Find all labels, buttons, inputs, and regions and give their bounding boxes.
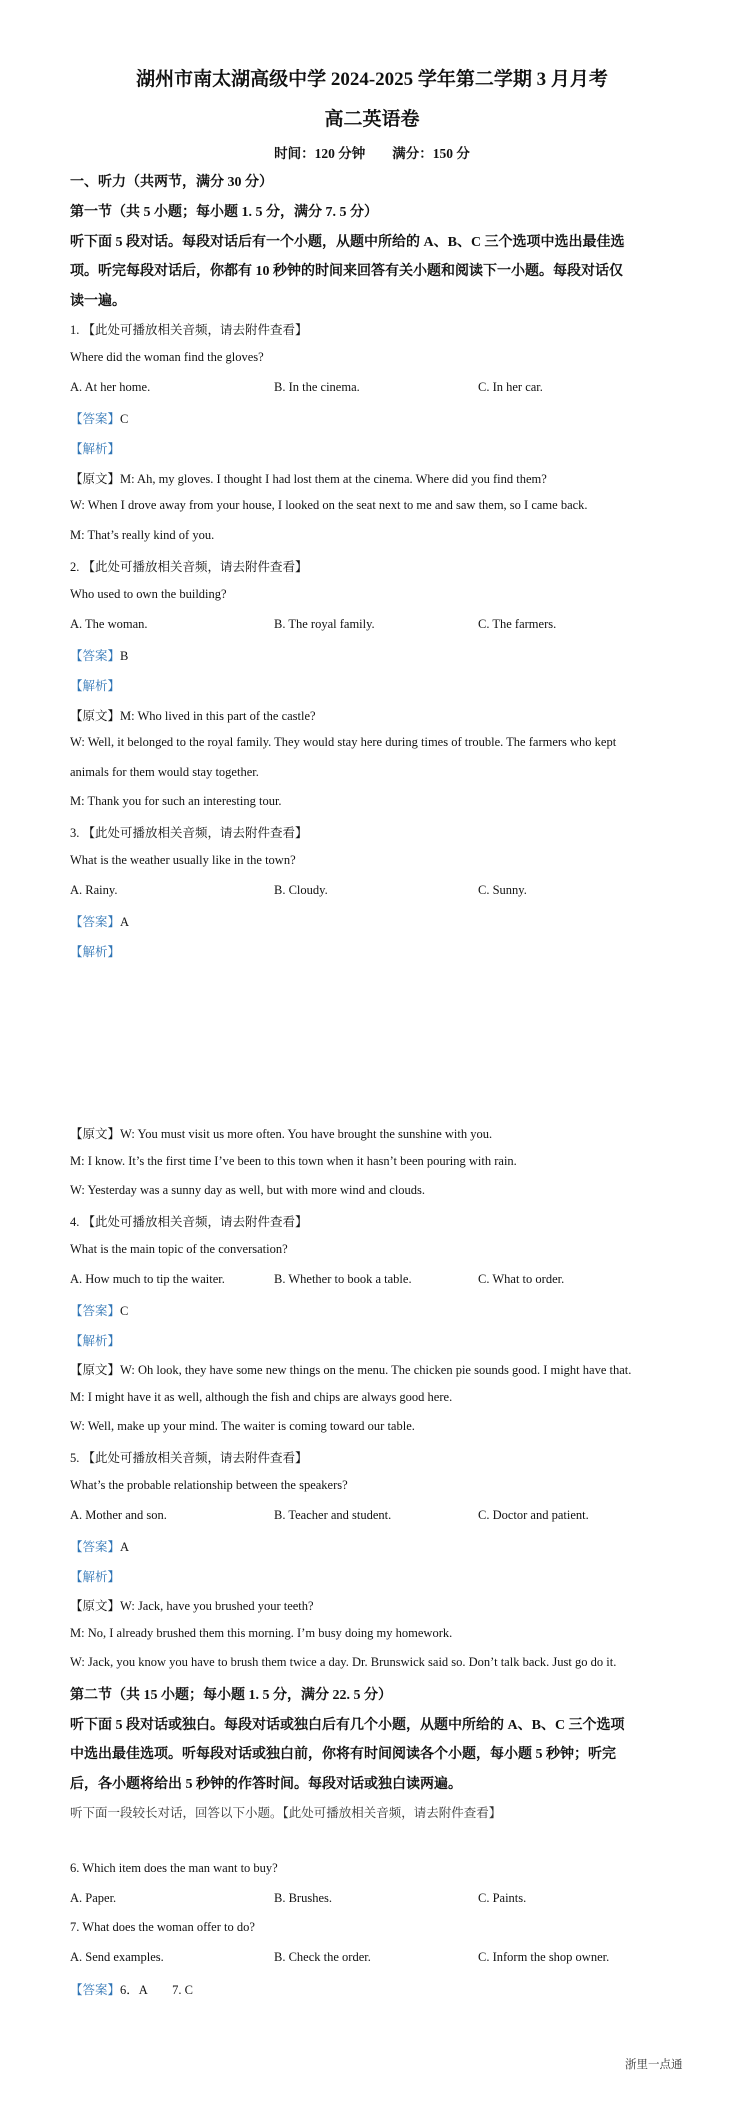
question-3-option-b: B. Cloudy. — [274, 883, 328, 897]
footer-watermark: 浙里一点通 — [625, 2059, 683, 2071]
question-1-transcript-line: W: When I drove away from your house, I looked on the seat next to me and saw them, so I came back. — [70, 498, 588, 512]
section2-instruction-line: 听下面 5 段对话或独白。每段对话或独白后有几个小题，从题中所给的 A、B、C 三个选项 — [70, 1718, 625, 1733]
question-2-transcript-line: M: Thank you for such an interesting tour. — [70, 794, 282, 808]
page-subtitle: 高二英语卷 — [324, 109, 420, 130]
transcript-label: 【原文】 — [70, 1599, 121, 1613]
question-1-audio[interactable]: 1. 【此处可播放相关音频，请去附件查看】 — [70, 323, 308, 337]
transcript-label: 【原文】 — [70, 1363, 121, 1377]
question-4-transcript-line: 【原文】W: Oh look, they have some new things on the menu. The chicken pie sounds good. I might have that. — [70, 1363, 632, 1377]
question-4-transcript-line: M: I might have it as well, although the fish and chips are always good here. — [70, 1390, 453, 1404]
question-1-option-c: C. In her car. — [478, 380, 543, 394]
question-6-option-c: C. Paints. — [478, 1891, 527, 1905]
question-3-transcript-line: M: I know. It’s the first time I’ve been to this town when it hasn’t been pouring with rain. — [70, 1154, 517, 1168]
question-7-option-c: C. Inform the shop owner. — [478, 1950, 610, 1964]
answer-value: B — [120, 649, 129, 663]
question-3-option-c: C. Sunny. — [478, 883, 527, 897]
question-3-answer — [70, 912, 129, 930]
question-4-audio[interactable]: 4. 【此处可播放相关音频，请去附件查看】 — [70, 1215, 308, 1229]
question-3-option-a: A. Rainy. — [70, 883, 118, 897]
question-1-answer — [70, 409, 128, 427]
question-5-option-a: A. Mother and son. — [70, 1508, 167, 1522]
question-3-audio[interactable]: 3. 【此处可播放相关音频，请去附件查看】 — [70, 826, 308, 840]
question-2-answer — [70, 646, 128, 664]
section1-instruction-line: 听下面 5 段对话。每段对话后有一个小题，从题中所给的 A、B、C 三个选项中选出最佳选 — [70, 235, 625, 250]
question-3-text: What is the weather usually like in the town? — [70, 853, 296, 867]
answer-label: 【答案】 — [70, 915, 121, 929]
question-7-option-b: B. Check the order. — [274, 1950, 371, 1964]
question-6-7-answer — [70, 1980, 193, 1998]
question-1-transcript-line: 【原文】M: Ah, my gloves. I thought I had lost them at the cinema. Where did you find them? — [70, 472, 547, 486]
question-5-transcript-line: 【原文】W: Jack, have you brushed your teeth? — [70, 1599, 314, 1613]
question-2-transcript-line: animals for them would stay together. — [70, 765, 259, 779]
question-2-transcript-line: W: Well, it belonged to the royal family. They would stay here during times of trouble. The farmers who kept — [70, 735, 617, 749]
question-1-analysis-label: 【解析】 — [70, 442, 121, 456]
question-2-analysis-label: 【解析】 — [70, 679, 121, 693]
question-1-text: Where did the woman find the gloves? — [70, 350, 264, 364]
question-4-option-b: B. Whether to book a table. — [274, 1272, 412, 1286]
question-2-option-a: A. The woman. — [70, 617, 148, 631]
question-4-answer — [70, 1301, 128, 1319]
answer-label: 【答案】 — [70, 1304, 121, 1318]
question-2-option-b: B. The royal family. — [274, 617, 375, 631]
question-5-transcript-line: W: Jack, you know you have to brush them twice a day. Dr. Brunswick said so. Don’t talk back. Just go do it. — [70, 1655, 617, 1669]
answer-value: A — [120, 1540, 130, 1554]
section2-instruction-line: 后，各小题将给出 5 秒钟的作答时间。每段对话或独白读两遍。 — [70, 1777, 462, 1792]
section2-heading: 第二节（共 15 小题；每小题 1. 5 分，满分 22. 5 分） — [70, 1688, 392, 1703]
question-4-analysis-label: 【解析】 — [70, 1334, 121, 1348]
question-3-transcript-line: W: Yesterday was a sunny day as well, but with more wind and clouds. — [70, 1183, 426, 1197]
section2-instruction-line: 中选出最佳选项。听每段对话或独白前，你将有时间阅读各个小题，每小题 5 秒钟；听完 — [70, 1747, 616, 1762]
transcript-label: 【原文】 — [70, 472, 121, 486]
answer-label: 【答案】 — [70, 1983, 121, 1997]
question-4-option-c: C. What to order. — [478, 1272, 565, 1286]
question-2-text: Who used to own the building? — [70, 587, 227, 601]
question-5-option-c: C. Doctor and patient. — [478, 1508, 589, 1522]
question-1-transcript-line: M: That’s really kind of you. — [70, 528, 215, 542]
question-5-answer — [70, 1537, 129, 1555]
question-7-text: 7. What does the woman offer to do? — [70, 1920, 255, 1934]
question-5-analysis-label: 【解析】 — [70, 1570, 121, 1584]
question-7-option-a: A. Send examples. — [70, 1950, 164, 1964]
section1-instruction-line: 读一遍。 — [70, 294, 126, 309]
question-3-transcript-line: 【原文】W: You must visit us more often. You have brought the sunshine with you. — [70, 1127, 493, 1141]
long-dialogue-intro[interactable]: 听下面一段较长对话，回答以下小题。【此处可播放相关音频，请去附件查看】 — [70, 1806, 502, 1820]
section1-instruction-line: 项。听完每段对话后，你都有 10 秒钟的时间来回答有关小题和阅读下一小题。每段对话仅 — [70, 264, 623, 279]
question-5-transcript-line: M: No, I already brushed them this morning. I’m busy doing my homework. — [70, 1626, 453, 1640]
question-5-option-b: B. Teacher and student. — [274, 1508, 392, 1522]
question-6-option-b: B. Brushes. — [274, 1891, 332, 1905]
question-5-text: What’s the probable relationship between the speakers? — [70, 1478, 348, 1492]
answer-value: C — [120, 412, 129, 426]
question-5-audio[interactable]: 5. 【此处可播放相关音频，请去附件查看】 — [70, 1451, 308, 1465]
question-1-option-a: A. At her home. — [70, 380, 151, 394]
question-2-audio[interactable]: 2. 【此处可播放相关音频，请去附件查看】 — [70, 560, 308, 574]
answer-value: 6．A 7. C — [120, 1983, 193, 1997]
time-info: 时间：120 分钟 满分：150 分 — [274, 146, 470, 161]
section1-heading: 第一节（共 5 小题；每小题 1. 5 分，满分 7. 5 分） — [70, 205, 378, 220]
answer-label: 【答案】 — [70, 412, 121, 426]
question-1-option-b: B. In the cinema. — [274, 380, 360, 394]
question-6-text: 6. Which item does the man want to buy? — [70, 1861, 278, 1875]
answer-value: A — [120, 915, 130, 929]
question-2-transcript-line: 【原文】M: Who lived in this part of the castle? — [70, 709, 316, 723]
page-title: 湖州市南太湖高级中学 2024-2025 学年第二学期 3 月月考 — [136, 69, 608, 90]
question-4-text: What is the main topic of the conversation? — [70, 1242, 288, 1256]
answer-value: C — [120, 1304, 129, 1318]
answer-label: 【答案】 — [70, 649, 121, 663]
question-4-option-a: A. How much to tip the waiter. — [70, 1272, 225, 1286]
answer-label: 【答案】 — [70, 1540, 121, 1554]
transcript-label: 【原文】 — [70, 1127, 121, 1141]
transcript-label: 【原文】 — [70, 709, 121, 723]
question-2-option-c: C. The farmers. — [478, 617, 557, 631]
question-6-option-a: A. Paper. — [70, 1891, 117, 1905]
part1-heading: 一、听力（共两节，满分 30 分） — [70, 175, 273, 190]
question-4-transcript-line: W: Well, make up your mind. The waiter is coming toward our table. — [70, 1419, 415, 1433]
question-3-analysis-label: 【解析】 — [70, 945, 121, 959]
